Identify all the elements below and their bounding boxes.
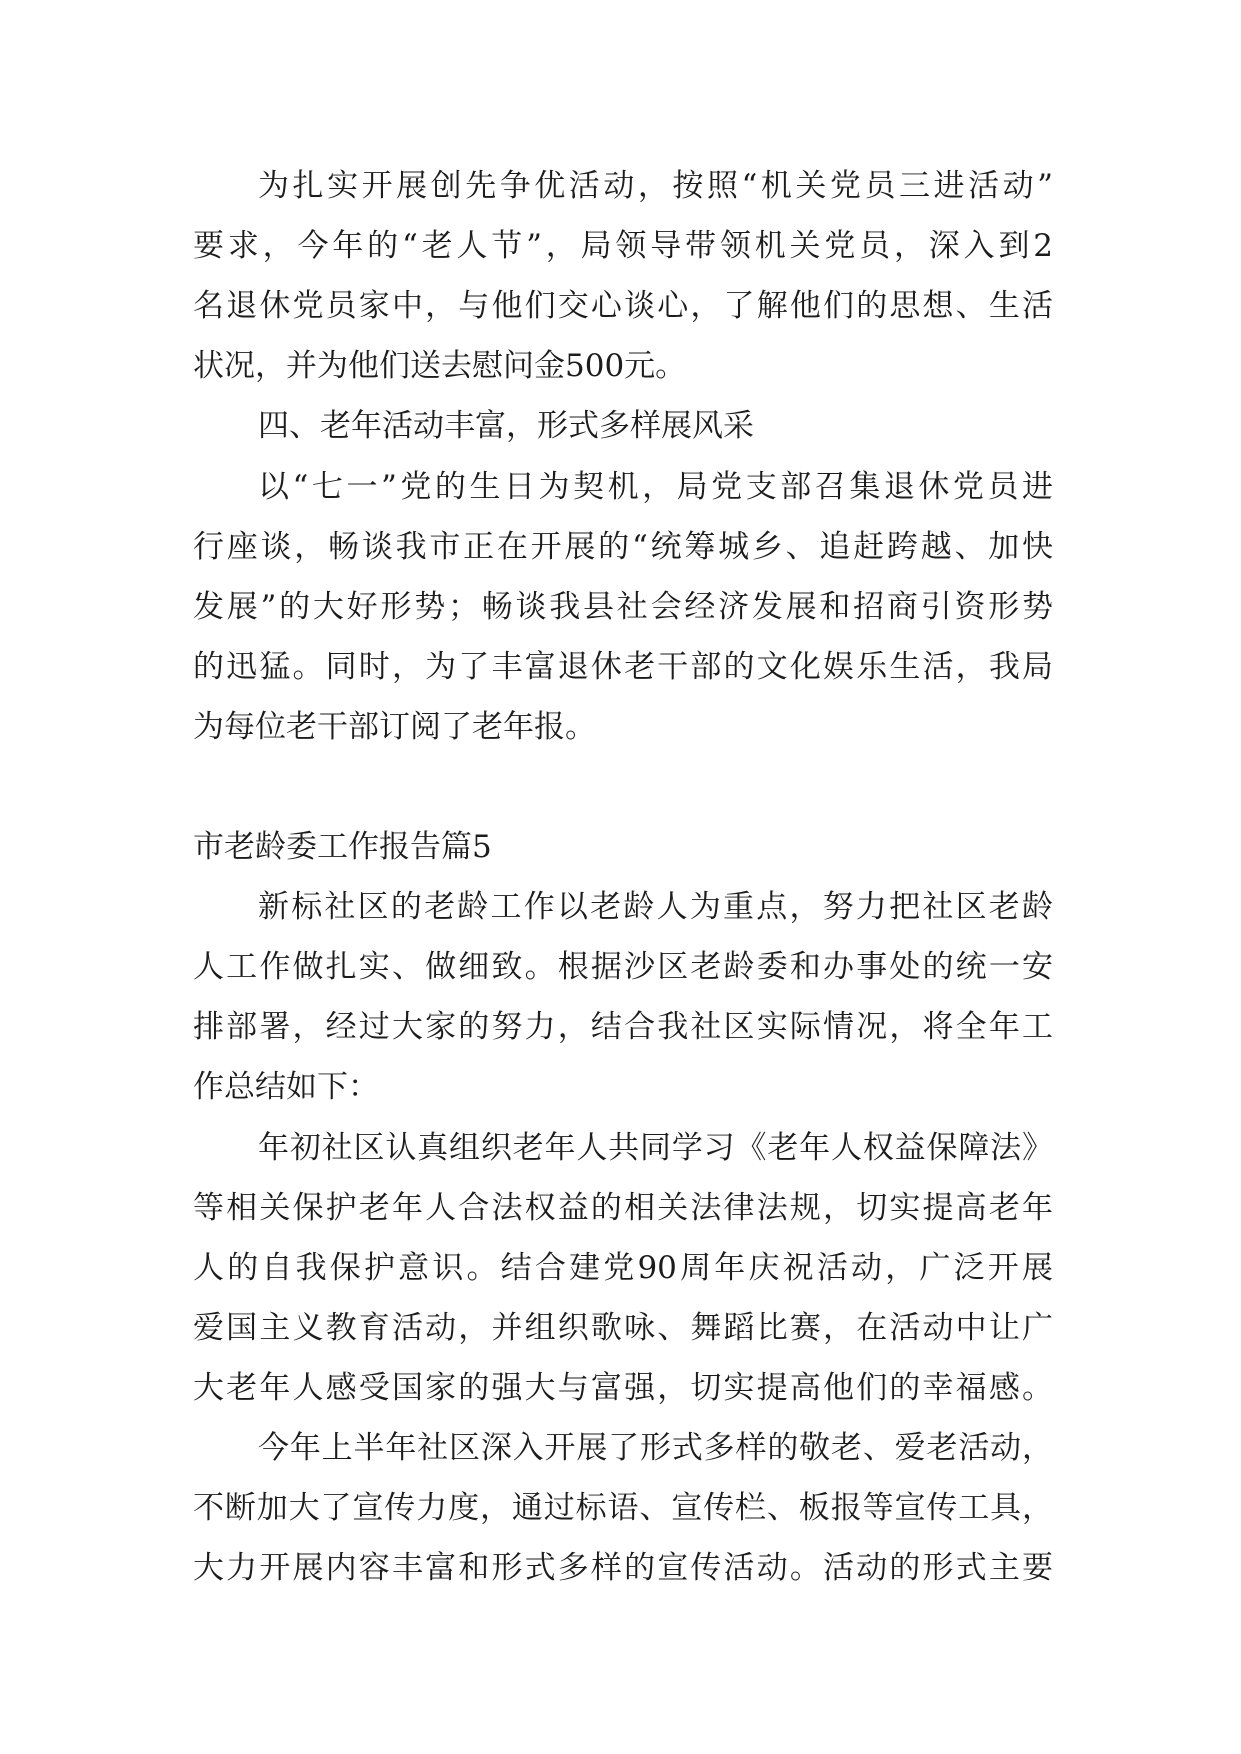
article-title: 市老龄委工作报告篇5: [193, 829, 492, 865]
text-line: 名退休党员家中，与他们交心谈心，了解他们的思想、生活: [193, 288, 1053, 324]
text-line: 人的自我保护意识。结合建党90周年庆祝活动，广泛开展: [193, 1250, 1053, 1286]
text-line: 作总结如下：: [193, 1069, 379, 1105]
text-line: 大老年人感受国家的强大与富强，切实提高他们的幸福感。: [193, 1370, 1053, 1406]
text-line: 为每位老干部订阅了老年报。: [193, 709, 596, 745]
section-heading: 四、老年活动丰富，形式多样展风采: [258, 408, 754, 444]
text-line: 人工作做扎实、做细致。根据沙区老龄委和办事处的统一安: [193, 949, 1053, 985]
text-line: 的迅猛。同时，为了丰富退休老干部的文化娱乐生活，我局: [193, 649, 1053, 685]
text-line: 大力开展内容丰富和形式多样的宣传活动。活动的形式主要: [193, 1550, 1053, 1586]
text-line: 要求，今年的“老人节”，局领导带领机关党员，深入到2: [193, 228, 1053, 264]
text-line: 以“七一”党的生日为契机，局党支部召集退休党员进: [258, 469, 1053, 505]
text-line: 状况，并为他们送去慰问金500元。: [193, 348, 687, 384]
text-line: 排部署，经过大家的努力，结合我社区实际情况，将全年工: [193, 1009, 1053, 1045]
text-line: 等相关保护老年人合法权益的相关法律法规，切实提高老年: [193, 1190, 1053, 1226]
text-line: 发展”的大好形势；畅谈我县社会经济发展和招商引资形势: [193, 589, 1053, 625]
text-line: 今年上半年社区深入开展了形式多样的敬老、爱老活动，: [258, 1430, 1053, 1466]
text-line: 行座谈，畅谈我市正在开展的“统筹城乡、追赶跨越、加快: [193, 529, 1053, 565]
text-line: 为扎实开展创先争优活动，按照“机关党员三进活动”: [258, 168, 1053, 204]
text-line: 爱国主义教育活动，并组织歌咏、舞蹈比赛，在活动中让广: [193, 1310, 1053, 1346]
text-line: 新标社区的老龄工作以老龄人为重点，努力把社区老龄: [258, 889, 1053, 925]
text-line: 年初社区认真组织老年人共同学习《老年人权益保障法》: [258, 1130, 1053, 1166]
text-line: 不断加大了宣传力度，通过标语、宣传栏、板报等宣传工具，: [193, 1490, 1053, 1526]
